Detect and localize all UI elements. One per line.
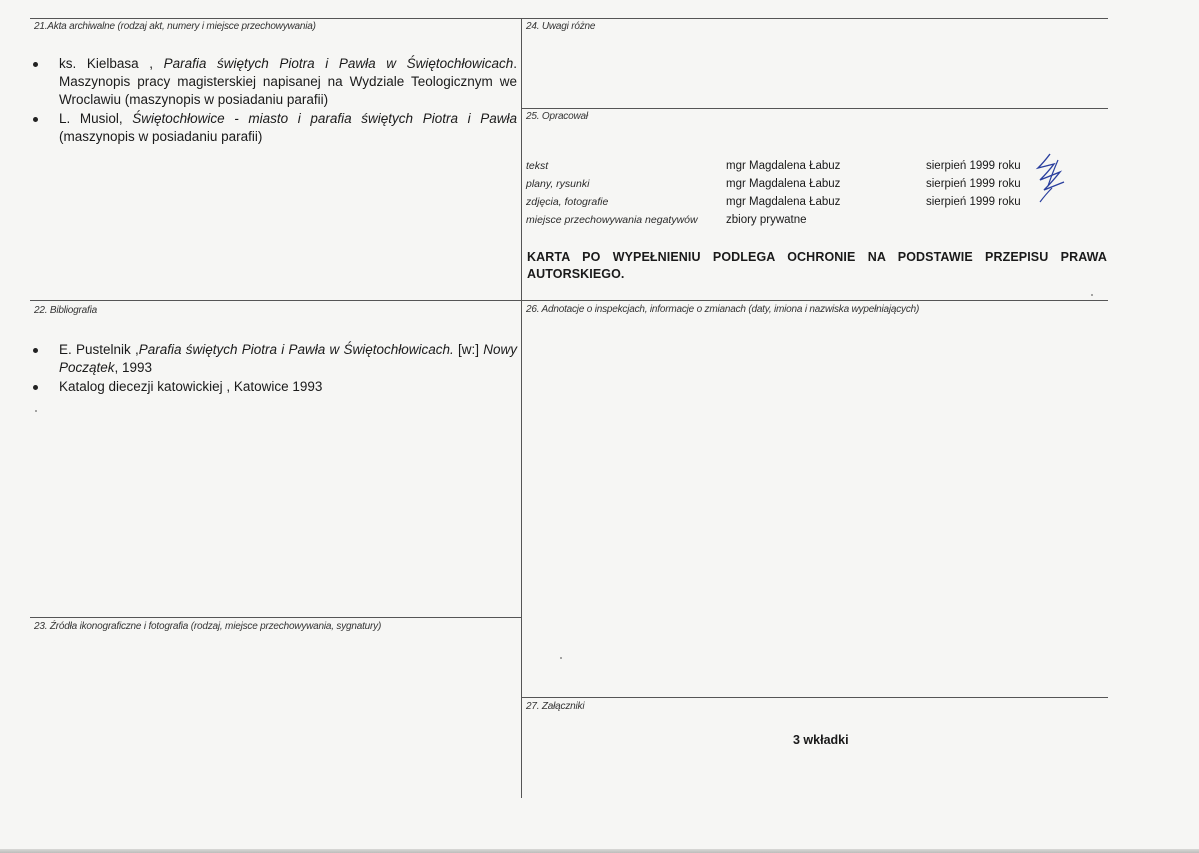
rule-24-25 [521,108,1108,109]
entry-source: Nowy Początek [59,342,517,375]
list-item [30,378,517,396]
credit-date: sierpień 1999 roku [926,178,1021,190]
credit-role: plany, rysunki [526,178,590,190]
credit-date: sierpień 1999 roku [926,160,1021,172]
credit-name: zbiory prywatne [726,214,807,226]
copyright-notice: KARTA PO WYPEŁNIENIU PODLEGA OCHRONIE NA PODSTAWIE PRZEPISU PRAWA AUTORSKIEGO. [527,250,1107,281]
credit-role: tekst [526,160,549,172]
entry-text: Katalog diecezji katowickiej , Katowice 1993 [59,379,323,394]
entry-author: ks. Kielbasa , [59,56,164,71]
signature-mark [1030,150,1070,212]
entry-details: . Maszynopis pracy magisterskiej napisanej na Wydziale Teologicznym we Wroclawiu (maszynopis w posiadaniu parafii) [59,56,517,107]
credit-row [526,214,1046,232]
entry-title: Parafia świętych Piotra i Pawła w Świętochłowicach. [138,342,454,357]
entry-author: E. Pustelnik , [59,342,139,357]
credit-name: mgr Magdalena Łabuz [726,196,841,208]
section-21-label: 21.Akta archiwalne (rodzaj akt, numery i miejsce przechowywania) [34,21,316,32]
scan-speck [1091,294,1093,296]
section-23-label: 23. Źródła ikonograficzne i fotografia (rodzaj, miejsce przechowywania, sygnatury) [34,621,382,632]
credit-name: mgr Magdalena Łabuz [726,160,841,172]
credit-row [526,178,1046,196]
section-24-label: 24. Uwagi różne [526,21,596,32]
entry-author: L. Musiol, [59,111,133,126]
attachments-count: 3 wkładki [793,733,849,747]
scan-edge [0,849,1199,853]
section-21-list [30,55,517,147]
list-item [30,110,517,146]
section-27-label: 27. Załączniki [526,701,585,712]
list-item [30,341,517,377]
entry-year: , 1993 [114,360,153,375]
scan-speck [560,657,562,659]
section-22-list [30,341,517,397]
section-25-label: 25. Opracował [526,111,588,122]
entry-in: [w:] [453,342,484,357]
rule-26-27 [521,697,1108,698]
section-22-label: 22. Bibliografia [34,305,97,316]
credit-row [526,160,1046,178]
entry-details: (maszynopis w posiadaniu parafii) [59,129,263,144]
credit-date: sierpień 1999 roku [926,196,1021,208]
credit-role: zdjęcia, fotografie [526,196,609,208]
list-item [30,55,517,109]
entry-title: Parafia świętych Piotra i Pawła w Świętochłowicach [163,56,514,71]
credit-name: mgr Magdalena Łabuz [726,178,841,190]
rule-21-22 [30,300,1108,301]
section-26-label: 26. Adnotacje o inspekcjach, informacje o zmianach (daty, imiona i nazwiska wypełniających) [526,304,920,315]
column-divider [521,18,522,798]
scan-speck [35,410,37,412]
credit-role: miejsce przechowywania negatywów [526,214,698,226]
entry-title: Świętochłowice - miasto i parafia świętych Piotra i Pawła [132,111,517,126]
rule-22-23 [30,617,521,618]
credits-table [526,160,1046,232]
credit-row [526,196,1046,214]
top-rule [30,18,1108,19]
